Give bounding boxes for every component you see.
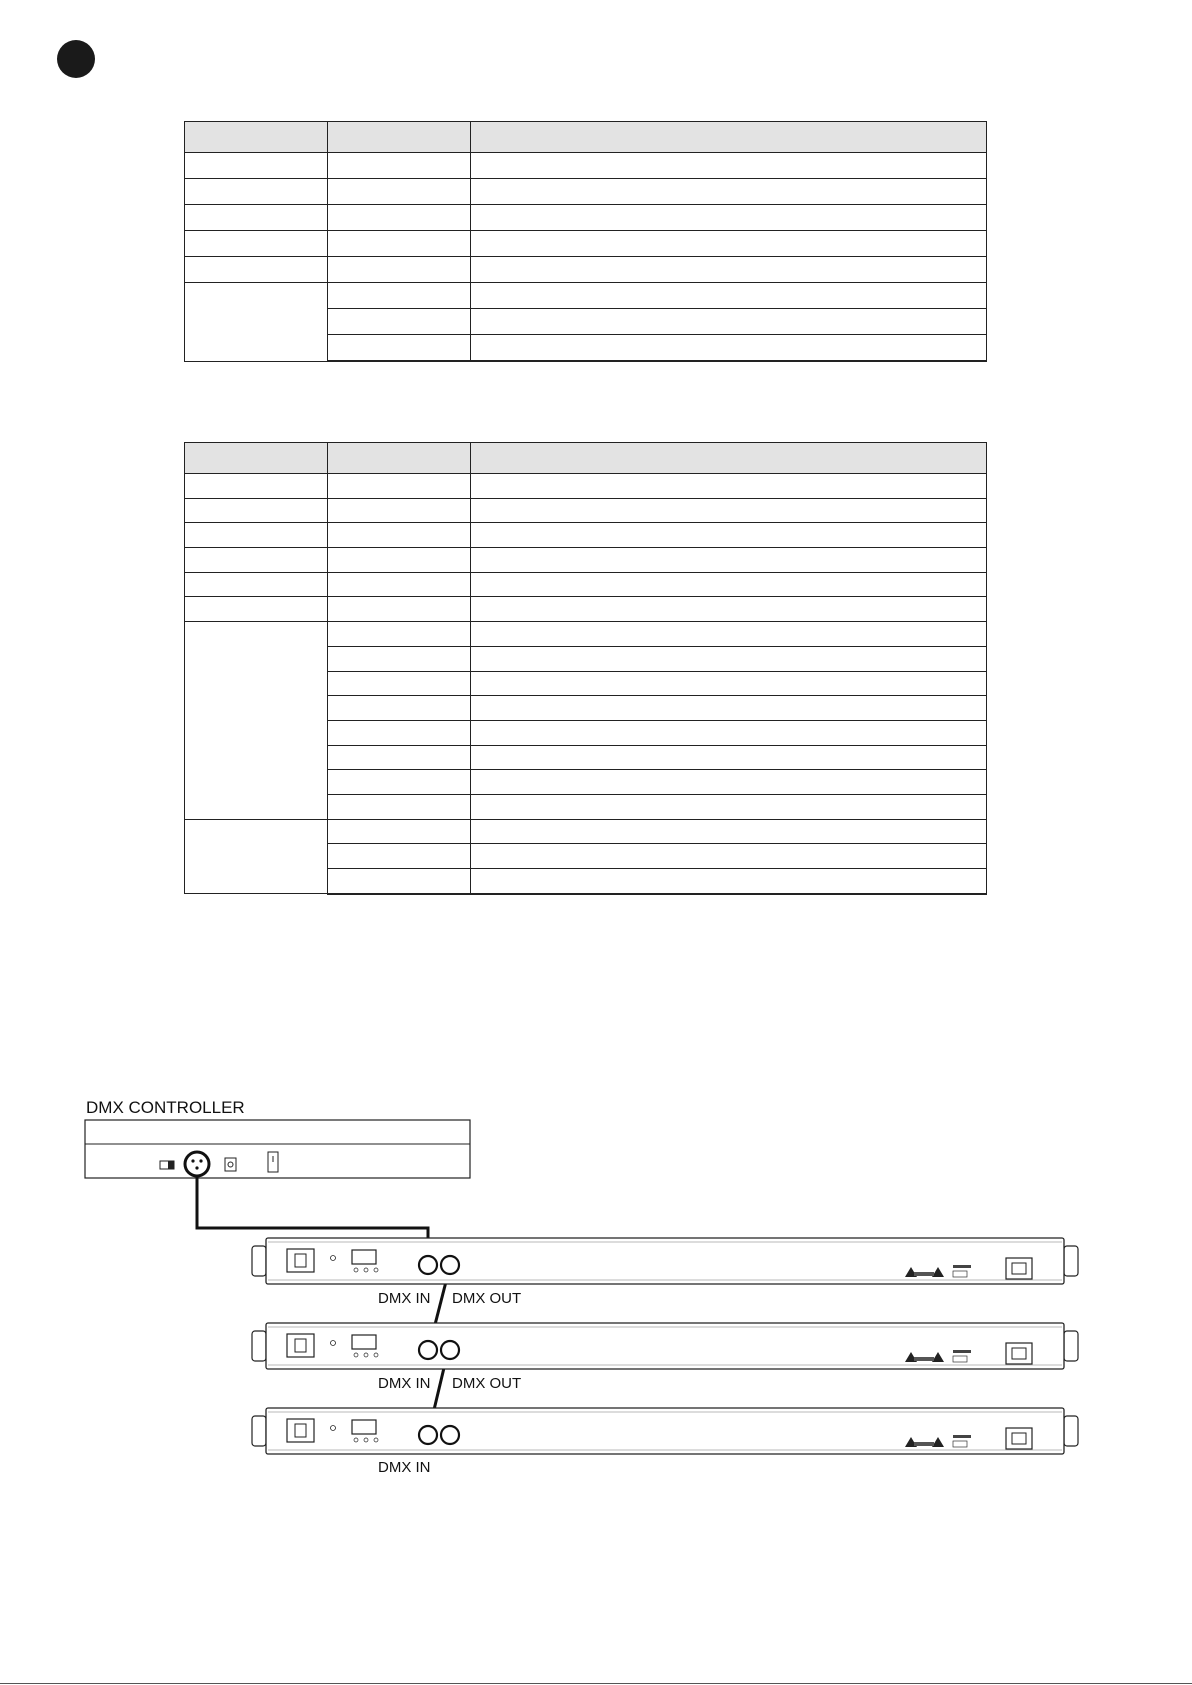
dmx-wiring-diagram	[0, 1090, 1192, 1490]
table-row	[185, 523, 987, 548]
table-row	[185, 179, 987, 205]
table-row	[185, 283, 987, 309]
table-row	[185, 498, 987, 523]
page-bottom-rule	[0, 1683, 1192, 1684]
dmx-in-label-1: DMX IN	[378, 1290, 431, 1307]
table-row	[185, 819, 987, 844]
dmx-out-label-1: DMX OUT	[452, 1290, 522, 1307]
table-header-row	[185, 122, 987, 153]
fixture-1-dmx-out-connector	[441, 1256, 459, 1274]
channel-table-2	[184, 442, 987, 895]
dmx-out-label-2: DMX OUT	[452, 1375, 522, 1392]
table-row	[185, 572, 987, 597]
fixture-3-dmx-in-connector	[419, 1426, 437, 1444]
controller-dmx-out-connector	[185, 1152, 209, 1176]
table-row	[185, 548, 987, 573]
fixture-1-dmx-in-connector	[419, 1256, 437, 1274]
channel-table-1	[184, 121, 987, 362]
table-header-row	[185, 443, 987, 474]
led-bar-fixture-1	[252, 1238, 1078, 1284]
controller-label: DMX CONTROLLER	[86, 1098, 245, 1117]
table-row	[185, 474, 987, 499]
led-bar-fixture-3	[252, 1408, 1078, 1454]
table-row	[185, 205, 987, 231]
table-row	[185, 622, 987, 647]
table-row	[185, 153, 987, 179]
fixture-3-dmx-out-connector	[441, 1426, 459, 1444]
table-row	[185, 231, 987, 257]
dmx-in-label-3: DMX IN	[378, 1459, 431, 1476]
fixture-2-dmx-out-connector	[441, 1341, 459, 1359]
table-row	[185, 257, 987, 283]
section-bullet	[57, 40, 95, 78]
dmx-in-label-2: DMX IN	[378, 1375, 431, 1392]
led-bar-fixture-2	[252, 1323, 1078, 1369]
fixture-2-dmx-in-connector	[419, 1341, 437, 1359]
dmx-controller	[85, 1120, 470, 1178]
table-row	[185, 597, 987, 622]
